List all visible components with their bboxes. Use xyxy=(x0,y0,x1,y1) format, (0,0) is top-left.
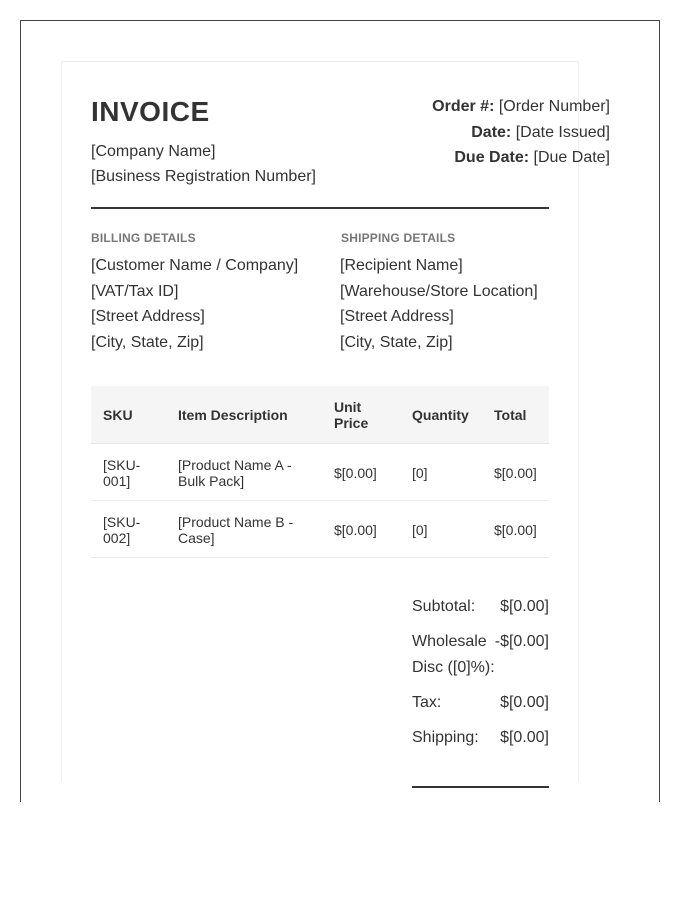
totals-block xyxy=(412,594,549,751)
cell-description: [Product Name B - Case] xyxy=(178,514,294,546)
shipping-cost-line xyxy=(412,725,549,751)
billing-line: [VAT/Tax ID] xyxy=(91,282,179,300)
header-total: Total xyxy=(494,407,527,423)
header-unit-price: Unit Price xyxy=(334,399,369,431)
shipping-line: [Street Address] xyxy=(340,308,454,325)
items-table xyxy=(91,386,549,558)
cell-quantity: [0] xyxy=(412,522,428,538)
order-number-value: [Order Number] xyxy=(498,98,610,115)
shipping-cost-value: $[0.00] xyxy=(500,729,549,746)
order-number-label: Order #: xyxy=(432,98,495,115)
date-line xyxy=(432,120,610,146)
shipping-cost-label: Shipping: xyxy=(412,729,479,746)
subtotal-label: Subtotal: xyxy=(412,598,476,615)
subtotal-value: $[0.00] xyxy=(500,598,549,615)
shipping-title: SHIPPING DETAILS xyxy=(341,231,456,245)
header-divider xyxy=(91,207,549,209)
order-info xyxy=(432,94,610,171)
table-row xyxy=(91,501,549,558)
company-name: [Company Name] xyxy=(91,143,216,160)
tax-line xyxy=(412,690,549,716)
order-number-line xyxy=(432,94,610,120)
cell-sku: [SKU-001] xyxy=(103,457,141,489)
cell-unit-price: $[0.00] xyxy=(334,522,377,538)
shipping-line: [Warehouse/Store Location] xyxy=(340,282,538,300)
cell-total: $[0.00] xyxy=(494,465,537,481)
company-block xyxy=(91,139,316,189)
billing-details xyxy=(91,253,298,355)
registration-number: [Business Registration Number] xyxy=(91,168,316,185)
due-date-label: Due Date: xyxy=(454,149,530,166)
billing-line: [City, State, Zip] xyxy=(91,333,204,351)
shipping-details xyxy=(340,253,538,355)
due-date-value: [Due Date] xyxy=(533,149,610,166)
shipping-line: [City, State, Zip] xyxy=(340,333,453,351)
cell-total: $[0.00] xyxy=(494,522,537,538)
discount-label: Wholesale Disc ([0]%): xyxy=(412,633,495,676)
header-quantity: Quantity xyxy=(412,407,469,423)
billing-line: [Customer Name / Company] xyxy=(91,257,299,274)
tax-value: $[0.00] xyxy=(500,694,549,711)
date-value: [Date Issued] xyxy=(515,123,610,141)
cell-sku: [SKU-002] xyxy=(103,514,141,546)
header-sku: SKU xyxy=(103,407,133,423)
table-header xyxy=(91,386,549,444)
date-label: Date: xyxy=(471,123,512,141)
subtotal-line xyxy=(412,594,549,620)
invoice-title: INVOICE xyxy=(91,96,210,127)
discount-line xyxy=(412,629,549,681)
discount-value: -$[0.00] xyxy=(494,633,549,650)
due-date-line xyxy=(432,145,610,171)
tax-label: Tax: xyxy=(412,694,442,711)
totals-divider xyxy=(412,786,549,788)
cell-description: [Product Name A - Bulk Pack] xyxy=(178,457,292,489)
billing-title: BILLING DETAILS xyxy=(91,231,196,245)
table-row xyxy=(91,444,549,501)
cell-quantity: [0] xyxy=(412,465,428,481)
billing-line: [Street Address] xyxy=(91,308,205,325)
cell-unit-price: $[0.00] xyxy=(334,465,377,481)
header-description: Item Description xyxy=(178,407,288,423)
shipping-line: [Recipient Name] xyxy=(340,257,463,274)
